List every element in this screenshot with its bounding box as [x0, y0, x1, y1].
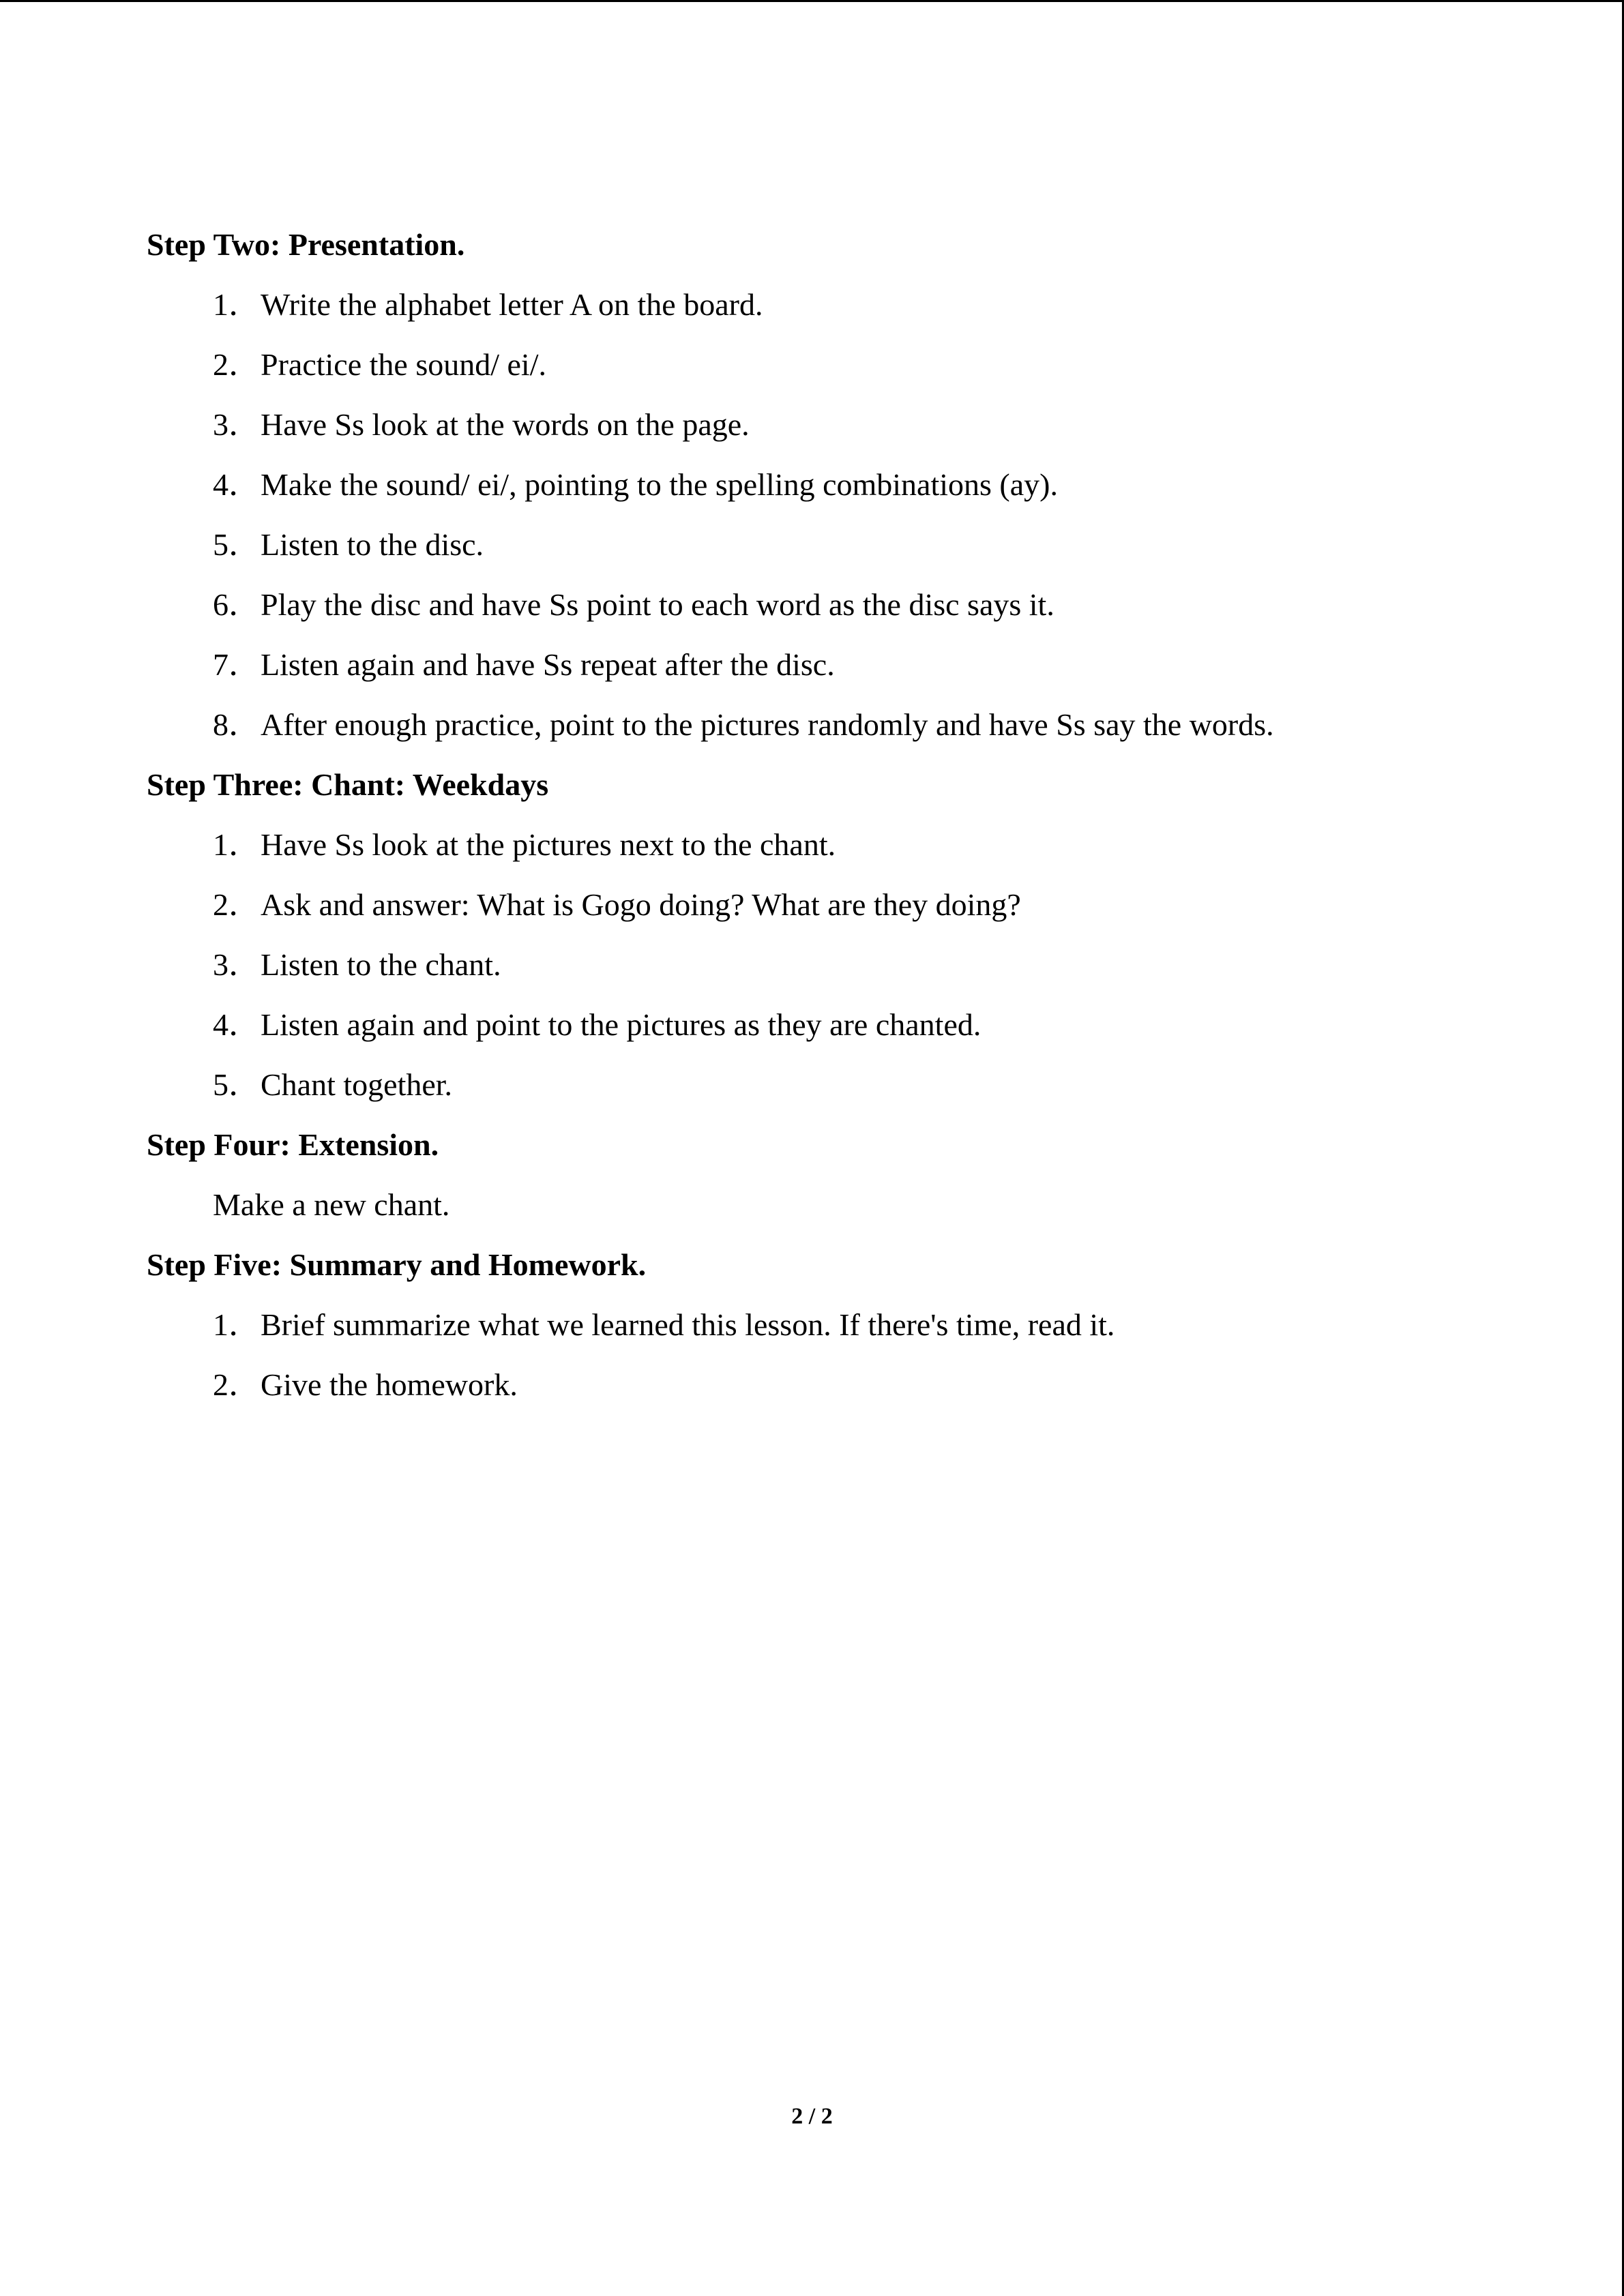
list-item-number: 1． [213, 827, 260, 862]
list-item [147, 515, 1511, 575]
list-item-number: 7． [213, 647, 260, 682]
list-item-text: Listen again and have Ss repeat after the disc. [261, 647, 835, 682]
list-item-number: 3． [213, 947, 260, 982]
list-item-number: 2． [213, 347, 260, 382]
list-item-text: Ask and answer: What is Gogo doing? What are they doing? [261, 887, 1021, 922]
list-item-number: 1． [213, 1307, 260, 1342]
page-number: 2 / 2 [791, 2104, 833, 2129]
list-item-number: 5． [213, 527, 260, 562]
list-item-text: Brief summarize what we learned this lesson. If there's time, read it. [261, 1307, 1115, 1342]
list-item-number: 2． [213, 887, 260, 922]
list-item-text: Have Ss look at the pictures next to the chant. [261, 827, 836, 862]
list-item-number: 4． [213, 1007, 260, 1042]
list-item-text: Play the disc and have Ss point to each word as the disc says it. [261, 587, 1054, 622]
list-item-number: 6． [213, 587, 260, 622]
paragraph-text: Make a new chant. [213, 1187, 450, 1222]
list-item [147, 455, 1511, 515]
list-item-text: Chant together. [261, 1067, 453, 1102]
list-item-text: Make the sound/ ei/, pointing to the spelling combinations (ay). [261, 467, 1058, 502]
list-item [147, 1295, 1511, 1355]
list-item-number: 1． [213, 287, 260, 322]
list-item-number: 5． [213, 1067, 260, 1102]
list-item-number: 3． [213, 407, 260, 442]
list-item-number: 4． [213, 467, 260, 502]
list-item [147, 275, 1511, 335]
list-item [147, 995, 1511, 1055]
page-border-top [0, 0, 1624, 2]
list-item [147, 1355, 1511, 1415]
list-item-text: Give the homework. [261, 1367, 518, 1402]
list-item [147, 815, 1511, 875]
section-heading-step-five: Step Five: Summary and Homework. [147, 1247, 647, 1282]
list-item-text: Listen to the chant. [261, 947, 501, 982]
list-item [147, 395, 1511, 455]
document-body [147, 215, 1511, 1415]
list-item [147, 335, 1511, 395]
section-heading-step-three: Step Three: Chant: Weekdays [147, 767, 549, 802]
list-item-text: After enough practice, point to the pictures randomly and have Ss say the words. [261, 707, 1274, 742]
list-item-number: 2． [213, 1367, 260, 1402]
list-item [147, 635, 1511, 695]
list-item-number: 8． [213, 707, 260, 742]
list-item [147, 875, 1511, 935]
list-item [147, 575, 1511, 635]
list-item-text: Have Ss look at the words on the page. [261, 407, 750, 442]
list-item-text: Listen again and point to the pictures as they are chanted. [261, 1007, 981, 1042]
list-item-text: Practice the sound/ ei/. [261, 347, 546, 382]
list-item-text: Write the alphabet letter A on the board. [261, 287, 763, 322]
list-item-text: Listen to the disc. [261, 527, 484, 562]
list-item [147, 935, 1511, 995]
section-heading-step-two: Step Two: Presentation. [147, 227, 465, 262]
section-heading-step-four: Step Four: Extension. [147, 1127, 439, 1162]
list-item [147, 1055, 1511, 1115]
list-item [147, 695, 1511, 755]
